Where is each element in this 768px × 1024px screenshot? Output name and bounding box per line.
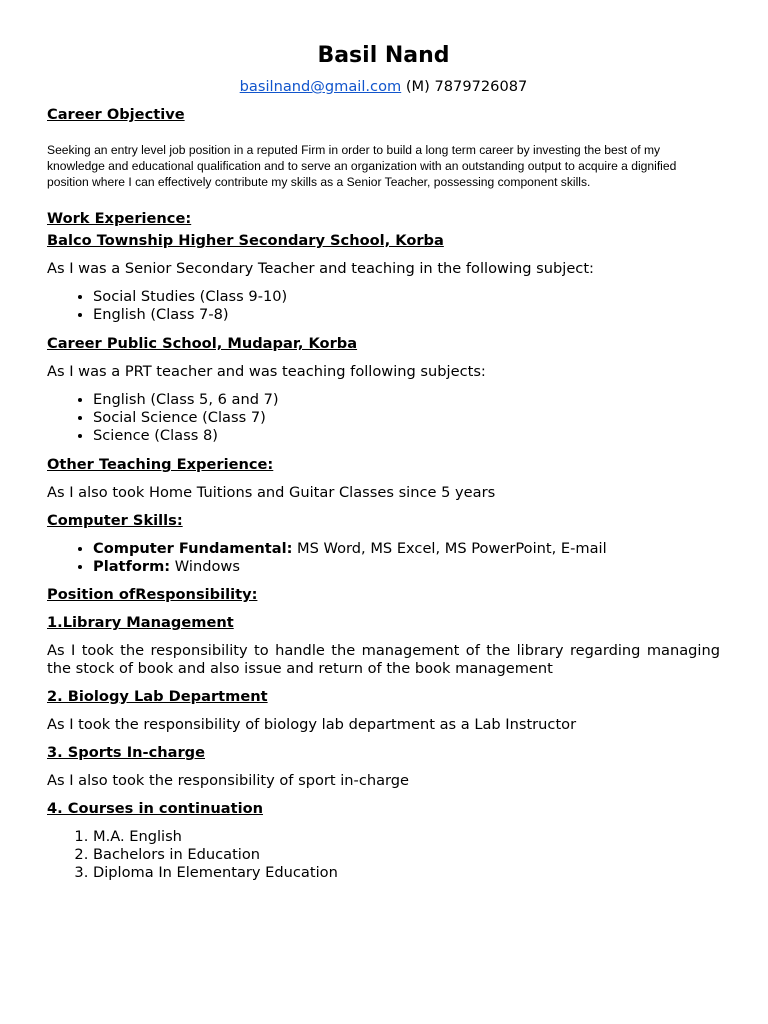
- job-school-2: Career Public School, Mudapar, Korba: [47, 335, 358, 352]
- list-item: • Science (Class 8): [93, 427, 720, 445]
- career-objective-heading: Career Objective: [47, 106, 185, 123]
- skill-label: Computer Fundamental:: [93, 540, 293, 557]
- responsibility-text-2: As I took the responsibility of biology lab department as a Lab Instructor: [47, 716, 577, 733]
- list-item: • English (Class 7-8): [93, 306, 720, 324]
- contact-line: [47, 78, 720, 96]
- subjects-list-1: [47, 288, 720, 324]
- candidate-name: Basil Nand: [317, 43, 450, 68]
- other-teaching-heading: Other Teaching Experience:: [47, 456, 274, 473]
- list-item: • Social Studies (Class 9-10): [93, 288, 720, 306]
- subjects-list-2: [47, 391, 720, 445]
- other-teaching-text: As I also took Home Tuitions and Guitar Classes since 5 years: [47, 484, 496, 501]
- responsibility-title-1: 1.Library Management: [47, 614, 234, 631]
- courses-heading: 4. Courses in continuation: [47, 800, 263, 817]
- responsibility-text-1: As I took the responsibility to handle the management of the library regarding managing the stock of book and also issue and return of the book management: [47, 642, 720, 677]
- responsibility-title-2: 2. Biology Lab Department: [47, 688, 268, 705]
- list-item: • Social Science (Class 7): [93, 409, 720, 427]
- job-school-1: Balco Township Higher Secondary School, Korba: [47, 232, 444, 249]
- list-item: • English (Class 5, 6 and 7): [93, 391, 720, 409]
- job-description-1: As I was a Senior Secondary Teacher and teaching in the following subject:: [47, 260, 594, 277]
- list-item: 3. Diploma In Elementary Education: [93, 864, 720, 882]
- work-experience-heading: Work Experience:: [47, 210, 192, 227]
- phone-number: (M) 7879726087: [405, 78, 528, 95]
- responsibility-title-3: 3. Sports In-charge: [47, 744, 206, 761]
- career-objective-text: Seeking an entry level job position in a reputed Firm in order to build a long term career by investing the best of my knowledge and educational qualification and to serve an organization with an outstanding output to acquire a dignified position where I can effectively contribute my skills as a Senior Teacher, possessing component skills.: [47, 143, 677, 189]
- job-description-2: As I was a PRT teacher and was teaching following subjects:: [47, 363, 486, 380]
- courses-list: [47, 828, 720, 882]
- list-item: [93, 558, 720, 576]
- responsibility-text-3: As I also took the responsibility of sport in-charge: [47, 772, 410, 789]
- skill-label: Platform:: [93, 558, 171, 575]
- list-item: [93, 540, 720, 558]
- list-item: 2. Bachelors in Education: [93, 846, 720, 864]
- responsibility-heading: Position ofResponsibility:: [47, 586, 258, 603]
- computer-skills-heading: Computer Skills:: [47, 512, 183, 529]
- email-link[interactable]: basilnand@gmail.com: [239, 78, 402, 95]
- list-item: 1. M.A. English: [93, 828, 720, 846]
- skill-value: Windows: [170, 558, 240, 575]
- computer-skills-list: [47, 540, 720, 576]
- skill-value: MS Word, MS Excel, MS PowerPoint, E-mail: [292, 540, 607, 557]
